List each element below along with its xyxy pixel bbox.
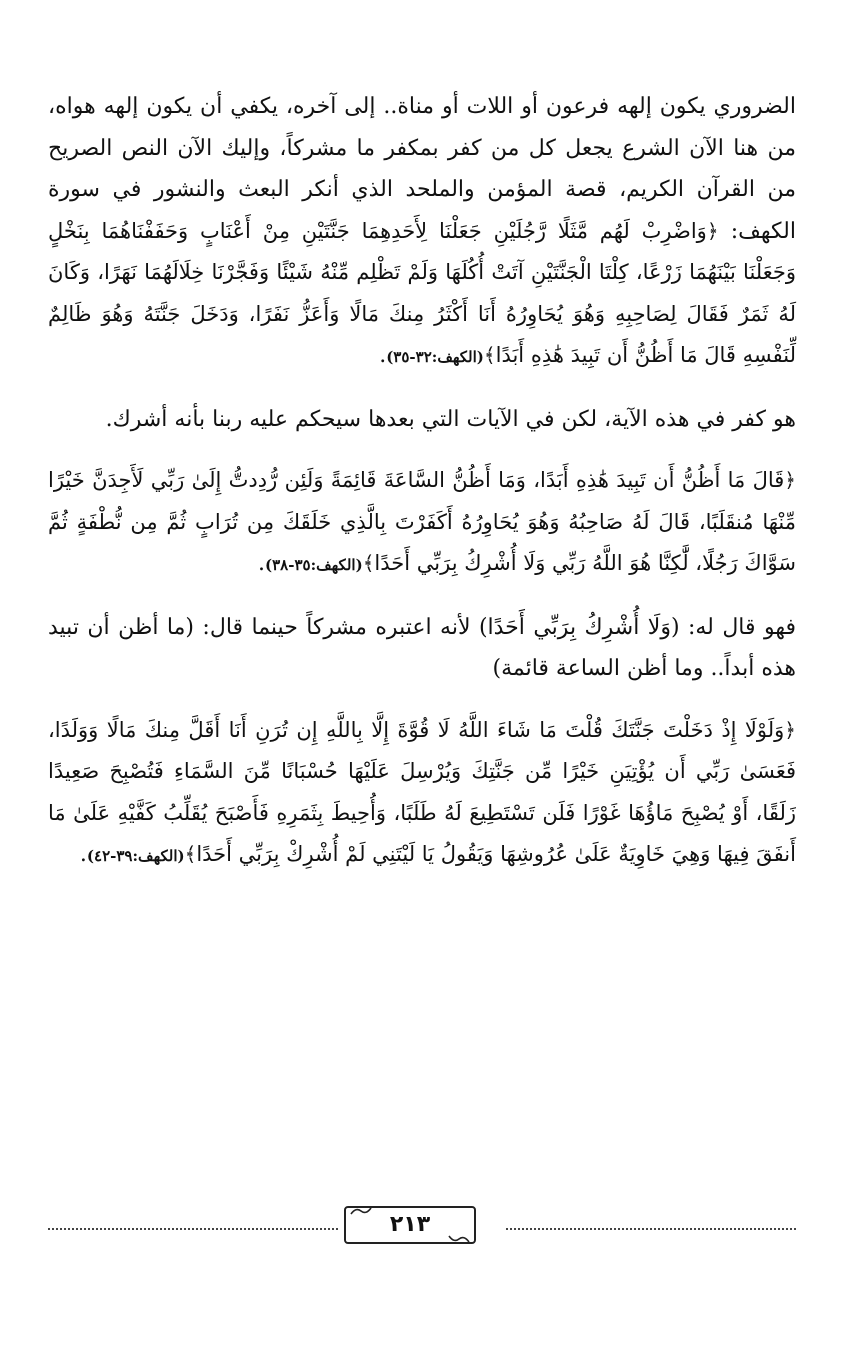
commentary-text: هو كفر في هذه الآية، لكن في الآيات التي بعدها سيحكم عليه ربنا بأنه أشرك. bbox=[105, 406, 796, 432]
end-dot: . bbox=[79, 842, 87, 867]
page-body bbox=[48, 86, 796, 878]
page-footer bbox=[48, 1204, 796, 1244]
commentary-text: فهو قال له: (وَلَا أُشْرِكُ بِرَبِّي أَحَدًا) لأنه اعتبره مشركاً حينما قال: (ما أظن أن تبيد هذه أبداً.. وما أظن الساعة قائمة) bbox=[48, 614, 796, 681]
intro-text: الضروري يكون إلهه فرعون أو اللات أو مناة.. إلى آخره، يكفي أن يكون إلهه هواه، من هنا الآن الشرع يجعل كل من كفر بمكفر ما مشركاً، وإليك الآن النص الصريح من القرآن الكريم، قصة المؤمن والملحد الذي أنكر البعث والنشور في سورة الكهف: bbox=[48, 94, 796, 244]
paragraph-verse-2 bbox=[48, 460, 796, 587]
verse-open-bracket: ﴿ bbox=[706, 218, 719, 243]
frame-ornament-icon bbox=[448, 1234, 470, 1244]
page-number: ٢١٣ bbox=[389, 1212, 431, 1237]
quran-verse-kahf-39-42: وَلَوْلَا إِذْ دَخَلْتَ جَنَّتَكَ قُلْتَ مَا شَاءَ اللَّهُ لَا قُوَّةَ إِلَّا بِاللَّهِ إِن تُرَنِ أَنَا أَقَلَّ مِنكَ مَالًا وَوَلَدًا، فَعَسَىٰ رَبِّي أَن يُؤْتِيَنِ خَيْرًا مِّن جَنَّتِكَ وَيُرْسِلَ عَلَيْهَا حُسْبَانًا مِّنَ السَّمَاءِ فَتُصْبِحَ صَعِيدًا زَلَقًا، أَوْ يُصْبِحَ مَاؤُهَا غَوْرًا فَلَن تَسْتَطِيعَ لَهُ طَلَبًا، وَأُحِيطَ بِثَمَرِهِ فَأَصْبَحَ يُقَلِّبُ كَفَّيْهِ عَلَىٰ مَا أَنفَقَ فِيهَا وَهِيَ خَاوِيَةٌ عَلَىٰ عُرُوشِهَا وَيَقُولُ يَا لَيْتَنِي لَمْ أُشْرِكْ بِرَبِّي أَحَدًا bbox=[48, 717, 796, 866]
footer-dotted-rule-right bbox=[506, 1228, 796, 1230]
verse-open-bracket: ﴿ bbox=[784, 717, 796, 742]
page-number-frame bbox=[344, 1206, 476, 1244]
verse-close-bracket: ﴾ bbox=[362, 551, 375, 575]
verse-close-bracket: ﴾ bbox=[184, 842, 197, 866]
paragraph-intro bbox=[48, 86, 796, 379]
paragraph-commentary-1 bbox=[48, 399, 796, 441]
verse-reference: (الكهف:٣٥-٣٨) bbox=[264, 556, 363, 574]
verse-open-bracket: ﴿ bbox=[784, 468, 796, 492]
end-dot: . bbox=[379, 343, 387, 368]
verse-close-bracket: ﴾ bbox=[483, 343, 496, 367]
paragraph-verse-3 bbox=[48, 710, 796, 878]
quran-verse-kahf-32-35: وَاضْرِبْ لَهُم مَّثَلًا رَّجُلَيْنِ جَعَلْنَا لِأَحَدِهِمَا جَنَّتَيْنِ مِنْ أَعْنَابٍ وَحَفَفْنَاهُمَا بِنَخْلٍ وَجَعَلْنَا بَيْنَهُمَا زَرْعًا، كِلْتَا الْجَنَّتَيْنِ آتَتْ أُكُلَهَا وَلَمْ تَظْلِم مِّنْهُ شَيْئًا وَفَجَّرْنَا خِلَالَهُمَا نَهَرًا، وَكَانَ لَهُ ثَمَرٌ فَقَالَ لِصَاحِبِهِ وَهُوَ يُحَاوِرُهُ أَنَا أَكْثَرُ مِنكَ مَالًا وَأَعَزُّ نَفَرًا، وَدَخَلَ جَنَّتَهُ وَهُوَ ظَالِمٌ لِّنَفْسِهِ قَالَ مَا أَظُنُّ أَن تَبِيدَ هَٰذِهِ أَبَدًا bbox=[48, 218, 796, 367]
verse-reference: (الكهف:٣٢-٣٥) bbox=[386, 348, 484, 366]
end-dot: . bbox=[257, 551, 265, 576]
frame-ornament-icon bbox=[350, 1206, 372, 1216]
footer-dotted-rule-left bbox=[48, 1228, 338, 1230]
verse-reference: (الكهف:٣٩-٤٢) bbox=[86, 847, 185, 865]
quran-verse-kahf-35-38: قَالَ مَا أَظُنُّ أَن تَبِيدَ هَٰذِهِ أَبَدًا، وَمَا أَظُنُّ السَّاعَةَ قَائِمَةً وَلَئِن رُّدِدتُّ إِلَىٰ رَبِّي لَأَجِدَنَّ خَيْرًا مِّنْهَا مُنقَلَبًا، قَالَ لَهُ صَاحِبُهُ وَهُوَ يُحَاوِرُهُ أَكَفَرْتَ بِالَّذِي خَلَقَكَ مِن تُرَابٍ ثُمَّ مِن نُّطْفَةٍ ثُمَّ سَوَّاكَ رَجُلًا، لَّٰكِنَّا هُوَ اللَّهُ رَبِّي وَلَا أُشْرِكُ بِرَبِّي أَحَدًا bbox=[48, 468, 796, 575]
paragraph-commentary-2 bbox=[48, 607, 796, 690]
